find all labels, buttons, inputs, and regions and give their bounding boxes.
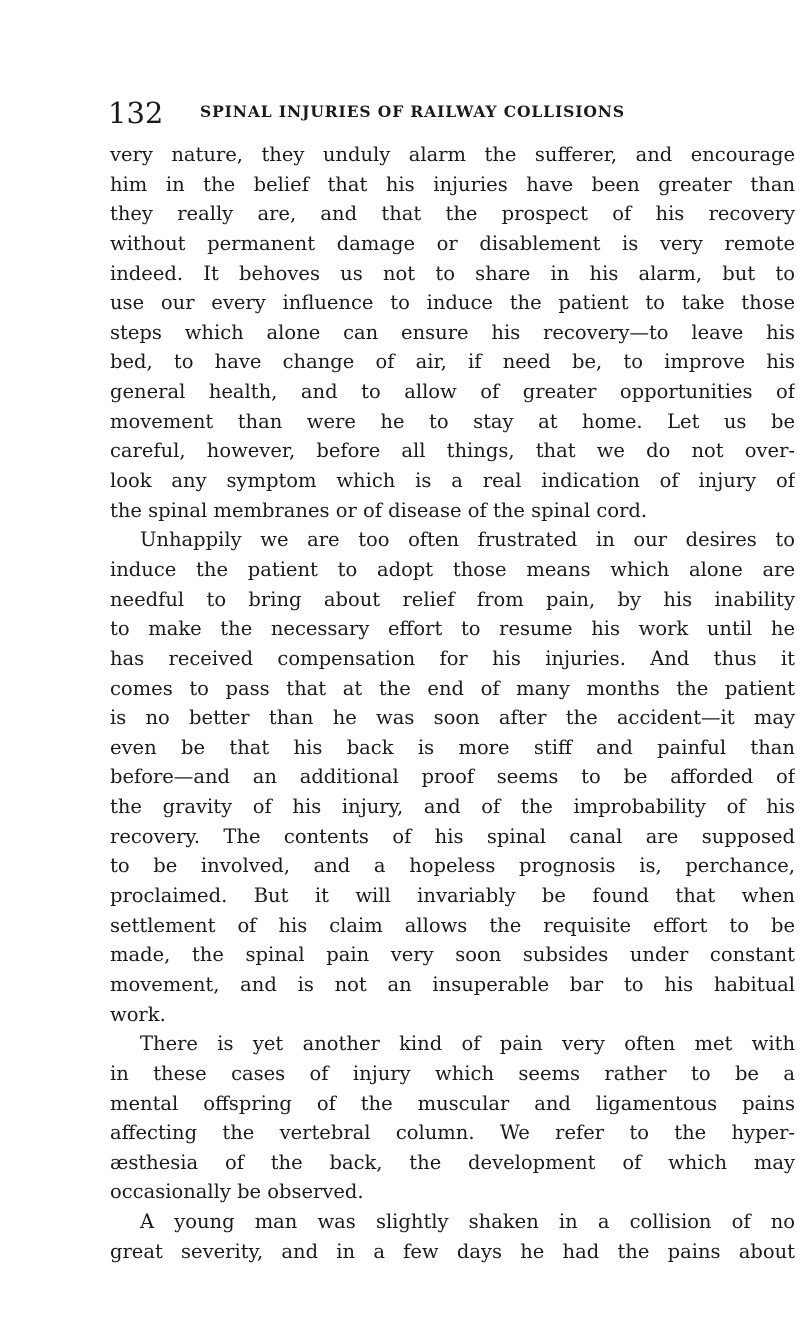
text-line: affecting the vertebral column. We refer to the hyper-	[110, 1121, 795, 1145]
text-line: him in the belief that his injuries have been greater than	[110, 172, 795, 196]
text-line: to be involved, and a hopeless prognosis is, perchance,	[110, 854, 795, 878]
text-line: induce the patient to adopt those means which alone are	[110, 557, 795, 581]
text-line: in these cases of injury which seems rather to be a	[110, 1061, 795, 1085]
text-line: without permanent damage or disablement is very remote	[110, 231, 795, 255]
body-text	[110, 140, 795, 1266]
text-line: very nature, they unduly alarm the sufferer, and encourage	[110, 143, 795, 166]
running-title: SPINAL INJURIES OF RAILWAY COLLISIONS	[200, 102, 625, 121]
text-line: before—and an additional proof seems to be afforded of	[110, 765, 795, 789]
text-line: settlement of his claim allows the requisite effort to be	[110, 913, 795, 937]
page-number: 132	[108, 96, 164, 130]
text-line: There is yet another kind of pain very often met with	[140, 1032, 795, 1056]
text-line: careful, however, before all things, that we do not over-	[110, 439, 795, 463]
text-line: proclaimed. But it will invariably be found that when	[110, 884, 795, 908]
running-head	[108, 93, 794, 133]
text-line: comes to pass that at the end of many months the patient	[110, 676, 795, 700]
text-line: is no better than he was soon after the accident—it may	[110, 706, 795, 730]
text-line: the spinal membranes or of disease of the spinal cord.	[110, 498, 648, 522]
text-line: they really are, and that the prospect of his recovery	[110, 202, 795, 226]
text-line: movement than were he to stay at home. Let us be	[110, 409, 795, 433]
text-line: movement, and is not an insuperable bar to his habitual	[110, 972, 795, 996]
text-line: great severity, and in a few days he had the pains about	[110, 1239, 795, 1263]
text-line: made, the spinal pain very soon subsides under constant	[110, 943, 795, 967]
text-line: to make the necessary effort to resume his work until he	[110, 617, 795, 641]
text-line: work.	[110, 1002, 166, 1026]
text-line: needful to bring about relief from pain, by his inability	[110, 587, 795, 611]
text-line: steps which alone can ensure his recovery—to leave his	[110, 320, 795, 344]
text-line: recovery. The contents of his spinal canal are supposed	[110, 824, 795, 848]
text-line: Unhappily we are too often frustrated in our desires to	[140, 528, 795, 552]
text-line: æsthesia of the back, the development of which may	[110, 1150, 795, 1174]
text-line: indeed. It behoves us not to share in his alarm, but to	[110, 261, 795, 285]
text-line: has received compensation for his injuries. And thus it	[110, 646, 795, 670]
text-line: even be that his back is more stiff and painful than	[110, 735, 795, 759]
text-line: occasionally be observed.	[110, 1180, 364, 1204]
text-line: general health, and to allow of greater opportunities of	[110, 380, 795, 404]
text-line: use our every influence to induce the patient to take those	[110, 291, 795, 315]
text-line: A young man was slightly shaken in a collision of no	[140, 1210, 795, 1234]
text-line: the gravity of his injury, and of the improbability of his	[110, 795, 795, 819]
text-line: look any symptom which is a real indication of injury of	[110, 469, 795, 493]
text-line: bed, to have change of air, if need be, to improve his	[110, 350, 795, 374]
text-line: mental offspring of the muscular and ligamentous pains	[110, 1091, 795, 1115]
